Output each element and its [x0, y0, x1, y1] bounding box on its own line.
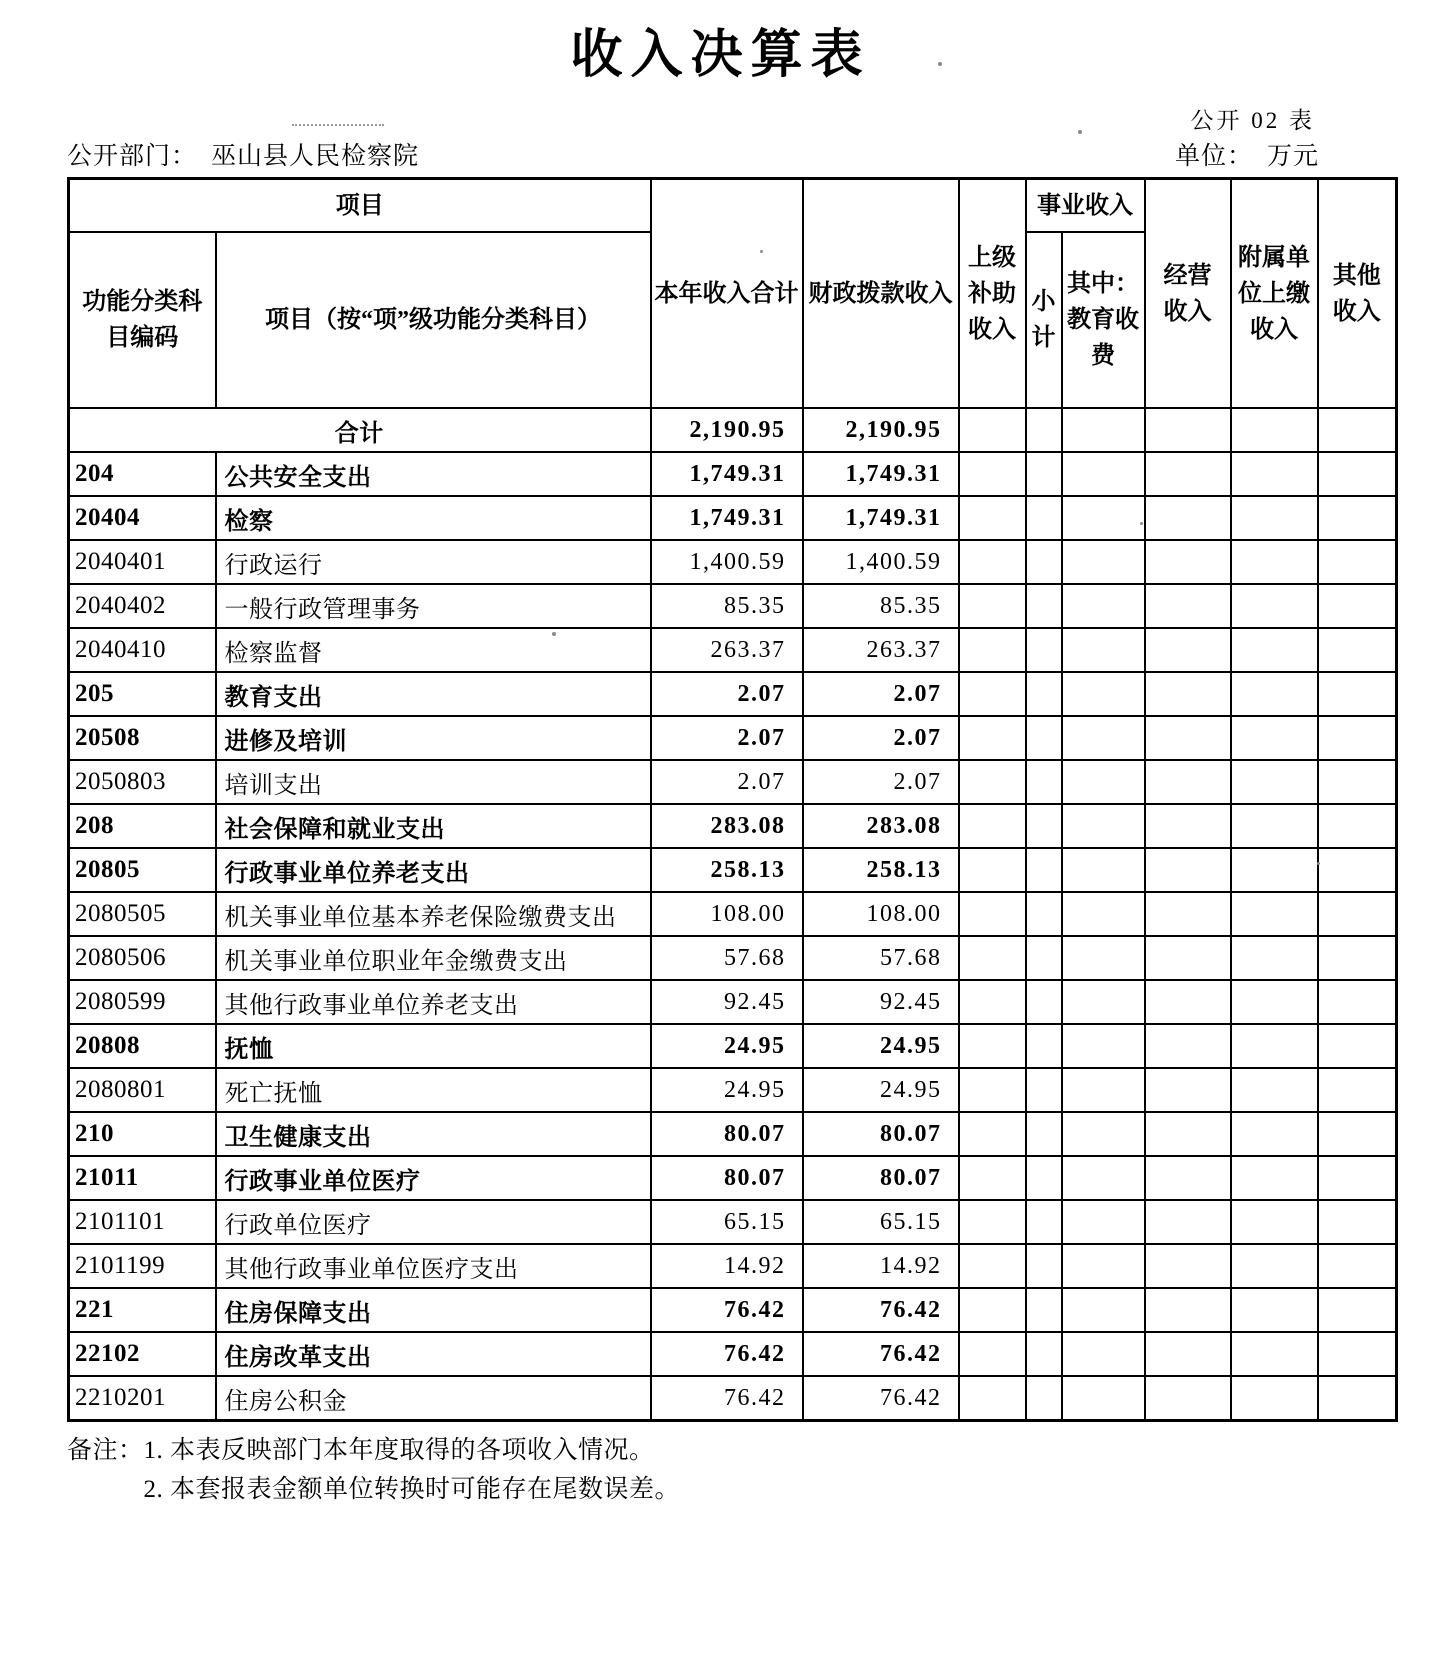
- table-code: 公开 02 表: [1190, 107, 1315, 133]
- row-other-value: [1318, 980, 1397, 1024]
- table-row: [69, 584, 1397, 628]
- row-business-subtotal-value: [1026, 716, 1062, 760]
- row-operating-value: [1145, 1200, 1231, 1244]
- row-affiliated-value: [1231, 496, 1318, 540]
- row-other-value: [1318, 452, 1397, 496]
- row-fiscal-value: 2,190.95: [803, 408, 959, 452]
- row-item: 死亡抚恤: [216, 1068, 651, 1112]
- row-business-education-value: [1062, 1200, 1145, 1244]
- row-code: 2210201: [69, 1376, 216, 1420]
- row-operating-value: [1145, 408, 1231, 452]
- scan-speck: [938, 62, 942, 66]
- row-code: 208: [69, 804, 216, 848]
- table-row: [69, 540, 1397, 584]
- row-other-value: [1318, 1288, 1397, 1332]
- header-business-group: 事业收入: [1026, 178, 1145, 232]
- row-fiscal-value: 2.07: [803, 672, 959, 716]
- row-superior-value: [959, 452, 1026, 496]
- row-item: 住房公积金: [216, 1376, 651, 1420]
- row-total-value: 76.42: [651, 1332, 803, 1376]
- header-total-column: 本年收入合计: [651, 178, 803, 408]
- row-total-value: 2.07: [651, 760, 803, 804]
- row-operating-value: [1145, 804, 1231, 848]
- row-affiliated-value: [1231, 1024, 1318, 1068]
- row-business-subtotal-value: [1026, 1244, 1062, 1288]
- row-superior-value: [959, 496, 1026, 540]
- table-row: [69, 804, 1397, 848]
- row-other-value: [1318, 1024, 1397, 1068]
- row-business-education-value: [1062, 848, 1145, 892]
- row-fiscal-value: 80.07: [803, 1156, 959, 1200]
- row-operating-value: [1145, 584, 1231, 628]
- row-operating-value: [1145, 452, 1231, 496]
- row-fiscal-value: 1,400.59: [803, 540, 959, 584]
- row-business-education-value: [1062, 628, 1145, 672]
- row-business-subtotal-value: [1026, 804, 1062, 848]
- row-item: 检察: [216, 496, 651, 540]
- unit-value: 万元: [1266, 142, 1319, 170]
- row-superior-value: [959, 1376, 1026, 1420]
- row-code: 2040402: [69, 584, 216, 628]
- row-item: 社会保障和就业支出: [216, 804, 651, 848]
- table-header: [69, 178, 1397, 408]
- scan-speck: [1140, 522, 1143, 525]
- row-code: 21011: [69, 1156, 216, 1200]
- row-item: 机关事业单位基本养老保险缴费支出: [216, 892, 651, 936]
- row-total-value: 2.07: [651, 672, 803, 716]
- row-operating-value: [1145, 540, 1231, 584]
- row-total-value: 283.08: [651, 804, 803, 848]
- table-row: [69, 1376, 1397, 1420]
- row-superior-value: [959, 804, 1026, 848]
- row-business-subtotal-value: [1026, 1068, 1062, 1112]
- row-superior-value: [959, 540, 1026, 584]
- row-other-value: [1318, 540, 1397, 584]
- row-business-education-value: [1062, 496, 1145, 540]
- table-row: [69, 1244, 1397, 1288]
- scan-speck: [760, 250, 763, 253]
- row-item: 行政运行: [216, 540, 651, 584]
- row-code: 2080801: [69, 1068, 216, 1112]
- note-line-2: 2. 本套报表金额单位转换时可能存在尾数误差。: [143, 1475, 681, 1503]
- row-operating-value: [1145, 1288, 1231, 1332]
- row-business-subtotal-value: [1026, 1112, 1062, 1156]
- row-business-subtotal-value: [1026, 1200, 1062, 1244]
- table-row: [69, 1332, 1397, 1376]
- row-affiliated-value: [1231, 980, 1318, 1024]
- row-total-value: 85.35: [651, 584, 803, 628]
- row-total-value: 258.13: [651, 848, 803, 892]
- header-other-column: 其他收入: [1318, 178, 1397, 408]
- row-other-value: [1318, 1244, 1397, 1288]
- row-other-value: [1318, 848, 1397, 892]
- unit-label: 单位：: [1174, 142, 1253, 170]
- row-code: 20808: [69, 1024, 216, 1068]
- row-item: 进修及培训: [216, 716, 651, 760]
- row-affiliated-value: [1231, 892, 1318, 936]
- row-superior-value: [959, 408, 1026, 452]
- row-superior-value: [959, 672, 1026, 716]
- row-item: 其他行政事业单位养老支出: [216, 980, 651, 1024]
- row-total-value: 57.68: [651, 936, 803, 980]
- row-affiliated-value: [1231, 584, 1318, 628]
- row-code: 221: [69, 1288, 216, 1332]
- row-code: 22102: [69, 1332, 216, 1376]
- row-fiscal-value: 1,749.31: [803, 496, 959, 540]
- row-business-subtotal-value: [1026, 1288, 1062, 1332]
- row-affiliated-value: [1231, 1068, 1318, 1112]
- row-other-value: [1318, 1332, 1397, 1376]
- row-business-education-value: [1062, 1068, 1145, 1112]
- row-fiscal-value: 92.45: [803, 980, 959, 1024]
- row-total-value: 263.37: [651, 628, 803, 672]
- row-affiliated-value: [1231, 1288, 1318, 1332]
- row-operating-value: [1145, 496, 1231, 540]
- row-operating-value: [1145, 936, 1231, 980]
- row-item: 教育支出: [216, 672, 651, 716]
- header-affiliated-column: 附属单位上缴收入: [1231, 178, 1318, 408]
- table-row: [69, 1200, 1397, 1244]
- row-total-value: 76.42: [651, 1288, 803, 1332]
- row-business-education-value: [1062, 760, 1145, 804]
- row-other-value: [1318, 1200, 1397, 1244]
- header-operating-column: 经营收入: [1145, 178, 1231, 408]
- row-item: 住房保障支出: [216, 1288, 651, 1332]
- row-total-value: 92.45: [651, 980, 803, 1024]
- row-business-education-value: [1062, 1332, 1145, 1376]
- row-affiliated-value: [1231, 716, 1318, 760]
- row-item: 培训支出: [216, 760, 651, 804]
- row-business-education-value: [1062, 1288, 1145, 1332]
- row-code: 20404: [69, 496, 216, 540]
- row-other-value: [1318, 1068, 1397, 1112]
- row-code: 2080506: [69, 936, 216, 980]
- row-fiscal-value: 24.95: [803, 1068, 959, 1112]
- table-row: [69, 1024, 1397, 1068]
- row-affiliated-value: [1231, 672, 1318, 716]
- row-other-value: [1318, 716, 1397, 760]
- row-other-value: [1318, 628, 1397, 672]
- row-item: 一般行政管理事务: [216, 584, 651, 628]
- row-other-value: [1318, 1376, 1397, 1420]
- row-fiscal-value: 263.37: [803, 628, 959, 672]
- row-affiliated-value: [1231, 804, 1318, 848]
- row-affiliated-value: [1231, 452, 1318, 496]
- row-business-education-value: [1062, 672, 1145, 716]
- row-superior-value: [959, 892, 1026, 936]
- row-business-education-value: [1062, 584, 1145, 628]
- row-other-value: [1318, 1112, 1397, 1156]
- row-item: 机关事业单位职业年金缴费支出: [216, 936, 651, 980]
- row-affiliated-value: [1231, 408, 1318, 452]
- row-superior-value: [959, 1024, 1026, 1068]
- scan-speck: [1317, 862, 1320, 865]
- row-item: 合计: [69, 408, 651, 452]
- row-total-value: 24.95: [651, 1068, 803, 1112]
- row-fiscal-value: 108.00: [803, 892, 959, 936]
- table-row: [69, 628, 1397, 672]
- row-affiliated-value: [1231, 1112, 1318, 1156]
- row-business-education-value: [1062, 936, 1145, 980]
- department-name: 巫山县人民检察院: [211, 142, 420, 170]
- row-business-education-value: [1062, 1112, 1145, 1156]
- row-affiliated-value: [1231, 1200, 1318, 1244]
- note-line-1: 1. 本表反映部门本年度取得的各项收入情况。: [143, 1436, 655, 1464]
- row-superior-value: [959, 1112, 1026, 1156]
- header-code-column: 功能分类科目编码: [69, 232, 216, 408]
- table-row: [69, 1288, 1397, 1332]
- row-operating-value: [1145, 760, 1231, 804]
- row-superior-value: [959, 760, 1026, 804]
- table-row: [69, 672, 1397, 716]
- row-superior-value: [959, 1244, 1026, 1288]
- row-operating-value: [1145, 848, 1231, 892]
- row-operating-value: [1145, 1332, 1231, 1376]
- row-business-education-value: [1062, 1244, 1145, 1288]
- row-superior-value: [959, 936, 1026, 980]
- row-total-value: 76.42: [651, 1376, 803, 1420]
- row-operating-value: [1145, 1244, 1231, 1288]
- unit-line: [1175, 136, 1395, 172]
- page-title: 收入决算表: [570, 27, 871, 84]
- row-item: 行政单位医疗: [216, 1200, 651, 1244]
- row-other-value: [1318, 584, 1397, 628]
- row-other-value: [1318, 1156, 1397, 1200]
- row-item: 其他行政事业单位医疗支出: [216, 1244, 651, 1288]
- row-business-subtotal-value: [1026, 628, 1062, 672]
- row-code: 2040410: [69, 628, 216, 672]
- row-code: 2101101: [69, 1200, 216, 1244]
- row-operating-value: [1145, 1112, 1231, 1156]
- row-fiscal-value: 1,749.31: [803, 452, 959, 496]
- row-superior-value: [959, 1200, 1026, 1244]
- header-item-column: 项目（按“项”级功能分类科目）: [216, 232, 651, 408]
- row-business-subtotal-value: [1026, 452, 1062, 496]
- row-total-value: 24.95: [651, 1024, 803, 1068]
- row-operating-value: [1145, 1024, 1231, 1068]
- row-business-subtotal-value: [1026, 980, 1062, 1024]
- row-total-value: 14.92: [651, 1244, 803, 1288]
- row-total-value: 80.07: [651, 1156, 803, 1200]
- row-affiliated-value: [1231, 1376, 1318, 1420]
- row-operating-value: [1145, 1068, 1231, 1112]
- row-business-subtotal-value: [1026, 1024, 1062, 1068]
- table-row: [69, 1156, 1397, 1200]
- row-fiscal-value: 24.95: [803, 1024, 959, 1068]
- footnotes: [67, 1432, 1441, 1510]
- row-business-education-value: [1062, 540, 1145, 584]
- row-affiliated-value: [1231, 1244, 1318, 1288]
- row-item: 公共安全支出: [216, 452, 651, 496]
- table-row: [69, 892, 1397, 936]
- row-affiliated-value: [1231, 1156, 1318, 1200]
- row-other-value: [1318, 892, 1397, 936]
- row-fiscal-value: 76.42: [803, 1332, 959, 1376]
- row-superior-value: [959, 584, 1026, 628]
- row-item: 行政事业单位养老支出: [216, 848, 651, 892]
- row-business-subtotal-value: [1026, 892, 1062, 936]
- row-total-value: 1,400.59: [651, 540, 803, 584]
- row-code: 205: [69, 672, 216, 716]
- row-other-value: [1318, 408, 1397, 452]
- income-table: [67, 177, 1398, 1422]
- row-business-education-value: [1062, 804, 1145, 848]
- scan-speck: [552, 632, 556, 636]
- row-affiliated-value: [1231, 540, 1318, 584]
- row-total-value: 65.15: [651, 1200, 803, 1244]
- row-affiliated-value: [1231, 936, 1318, 980]
- row-business-subtotal-value: [1026, 848, 1062, 892]
- row-item: 卫生健康支出: [216, 1112, 651, 1156]
- row-affiliated-value: [1231, 848, 1318, 892]
- row-business-subtotal-value: [1026, 1332, 1062, 1376]
- row-affiliated-value: [1231, 760, 1318, 804]
- row-business-education-value: [1062, 1024, 1145, 1068]
- row-code: 2050803: [69, 760, 216, 804]
- row-code: 2080505: [69, 892, 216, 936]
- row-code: 20805: [69, 848, 216, 892]
- meta-line: [67, 136, 1395, 172]
- row-other-value: [1318, 760, 1397, 804]
- table-row: [69, 936, 1397, 980]
- row-code: 204: [69, 452, 216, 496]
- header-fiscal-column: 财政拨款收入: [803, 178, 959, 408]
- row-total-value: 1,749.31: [651, 496, 803, 540]
- row-superior-value: [959, 1156, 1026, 1200]
- table-body: [69, 408, 1397, 1420]
- row-fiscal-value: 76.42: [803, 1288, 959, 1332]
- scan-smudge: [292, 124, 384, 126]
- row-fiscal-value: 283.08: [803, 804, 959, 848]
- header-business-education: 其中：教育收费: [1062, 232, 1145, 408]
- row-business-education-value: [1062, 452, 1145, 496]
- row-other-value: [1318, 936, 1397, 980]
- row-item: 检察监督: [216, 628, 651, 672]
- table-row: [69, 760, 1397, 804]
- row-business-subtotal-value: [1026, 408, 1062, 452]
- row-fiscal-value: 14.92: [803, 1244, 959, 1288]
- notes-label: 备注：: [67, 1436, 144, 1464]
- row-business-education-value: [1062, 408, 1145, 452]
- table-row: [69, 1068, 1397, 1112]
- row-business-subtotal-value: [1026, 584, 1062, 628]
- row-business-education-value: [1062, 716, 1145, 760]
- row-business-subtotal-value: [1026, 672, 1062, 716]
- row-other-value: [1318, 672, 1397, 716]
- department-line: [67, 136, 419, 172]
- table-row: [69, 1112, 1397, 1156]
- row-superior-value: [959, 1332, 1026, 1376]
- row-item: 抚恤: [216, 1024, 651, 1068]
- row-superior-value: [959, 848, 1026, 892]
- row-operating-value: [1145, 892, 1231, 936]
- table-row: [69, 848, 1397, 892]
- row-fiscal-value: 76.42: [803, 1376, 959, 1420]
- row-code: 20508: [69, 716, 216, 760]
- row-code: 2040401: [69, 540, 216, 584]
- header-business-subtotal: 小计: [1026, 232, 1062, 408]
- row-total-value: 80.07: [651, 1112, 803, 1156]
- row-fiscal-value: 2.07: [803, 760, 959, 804]
- row-superior-value: [959, 1068, 1026, 1112]
- row-operating-value: [1145, 1156, 1231, 1200]
- row-fiscal-value: 2.07: [803, 716, 959, 760]
- table-row: [69, 980, 1397, 1024]
- row-fiscal-value: 85.35: [803, 584, 959, 628]
- row-business-education-value: [1062, 1376, 1145, 1420]
- row-code: 210: [69, 1112, 216, 1156]
- row-superior-value: [959, 1288, 1026, 1332]
- row-business-education-value: [1062, 980, 1145, 1024]
- row-other-value: [1318, 804, 1397, 848]
- row-operating-value: [1145, 1376, 1231, 1420]
- row-business-subtotal-value: [1026, 496, 1062, 540]
- row-superior-value: [959, 980, 1026, 1024]
- table-row: [69, 716, 1397, 760]
- row-business-subtotal-value: [1026, 1156, 1062, 1200]
- scan-speck: [1078, 130, 1082, 134]
- row-code: 2080599: [69, 980, 216, 1024]
- row-total-value: 2.07: [651, 716, 803, 760]
- table-row: [69, 408, 1397, 452]
- row-business-education-value: [1062, 892, 1145, 936]
- row-total-value: 2,190.95: [651, 408, 803, 452]
- department-label: 公开部门：: [67, 142, 198, 170]
- row-item: 行政事业单位医疗: [216, 1156, 651, 1200]
- row-total-value: 108.00: [651, 892, 803, 936]
- row-business-subtotal-value: [1026, 540, 1062, 584]
- header-superior-column: 上级补助收入: [959, 178, 1026, 408]
- row-item: 住房改革支出: [216, 1332, 651, 1376]
- row-business-education-value: [1062, 1156, 1145, 1200]
- row-business-subtotal-value: [1026, 936, 1062, 980]
- table-row: [69, 496, 1397, 540]
- row-fiscal-value: 258.13: [803, 848, 959, 892]
- row-superior-value: [959, 628, 1026, 672]
- row-fiscal-value: 65.15: [803, 1200, 959, 1244]
- row-operating-value: [1145, 672, 1231, 716]
- row-business-subtotal-value: [1026, 760, 1062, 804]
- row-operating-value: [1145, 628, 1231, 672]
- row-operating-value: [1145, 980, 1231, 1024]
- row-total-value: 1,749.31: [651, 452, 803, 496]
- row-other-value: [1318, 496, 1397, 540]
- row-code: 2101199: [69, 1244, 216, 1288]
- row-superior-value: [959, 716, 1026, 760]
- row-affiliated-value: [1231, 1332, 1318, 1376]
- table-row: [69, 452, 1397, 496]
- row-operating-value: [1145, 716, 1231, 760]
- header-project-group: 项目: [69, 178, 651, 232]
- row-business-subtotal-value: [1026, 1376, 1062, 1420]
- row-fiscal-value: 80.07: [803, 1112, 959, 1156]
- row-fiscal-value: 57.68: [803, 936, 959, 980]
- row-affiliated-value: [1231, 628, 1318, 672]
